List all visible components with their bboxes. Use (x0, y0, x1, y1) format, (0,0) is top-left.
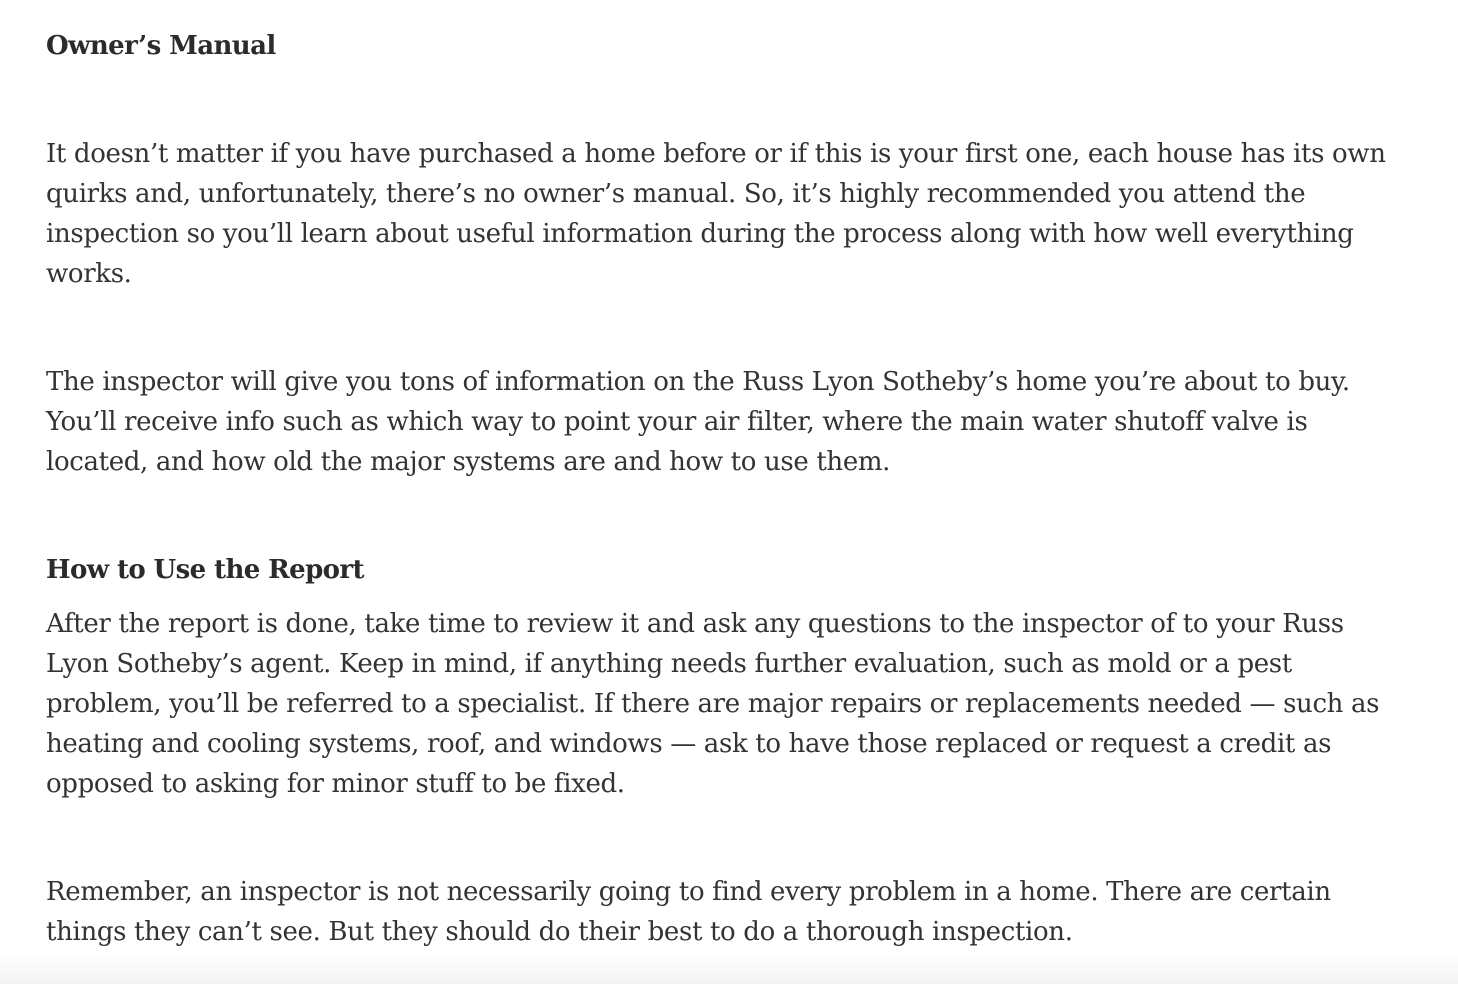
paragraph-inspector-info (46, 362, 1446, 482)
paragraph-line: You’ll receive info such as which way to point your air filter, where the main water shutoff valve is (46, 407, 1308, 437)
section-heading-how-to-use-report: How to Use the Report (46, 555, 364, 585)
paragraph-line: things they can’t see. But they should do their best to do a thorough inspection. (46, 917, 1073, 947)
paragraph-line: heating and cooling systems, roof, and windows — ask to have those replaced or request a credit as (46, 729, 1332, 759)
paragraph-remember (46, 872, 1446, 952)
paragraph-review-report (46, 604, 1446, 804)
paragraph-line: problem, you’ll be referred to a specialist. If there are major repairs or replacements needed — such as (46, 689, 1380, 719)
paragraph-line: inspection so you’ll learn about useful information during the process along with how well everything (46, 219, 1354, 249)
paragraph-line: quirks and, unfortunately, there’s no owner’s manual. So, it’s highly recommended you attend the (46, 179, 1306, 209)
paragraph-line: works. (46, 259, 132, 289)
paragraph-line: The inspector will give you tons of information on the Russ Lyon Sotheby’s home you’re about to buy. (46, 367, 1350, 397)
section-heading-owners-manual: Owner’s Manual (46, 31, 276, 61)
paragraph-line: located, and how old the major systems are and how to use them. (46, 447, 891, 477)
paragraph-line: After the report is done, take time to review it and ask any questions to the inspector of to your Russ (46, 609, 1344, 639)
paragraph-line: opposed to asking for minor stuff to be fixed. (46, 769, 625, 799)
paragraph-line: Remember, an inspector is not necessarily going to find every problem in a home. There are certain (46, 877, 1331, 907)
paragraph-line: Lyon Sotheby’s agent. Keep in mind, if anything needs further evaluation, such as mold or a pest (46, 649, 1292, 679)
paragraph-line: It doesn’t matter if you have purchased a home before or if this is your first one, each house has its own (46, 139, 1386, 169)
paragraph-owners-manual-intro (46, 134, 1446, 294)
bottom-fade-overlay (0, 952, 1458, 984)
